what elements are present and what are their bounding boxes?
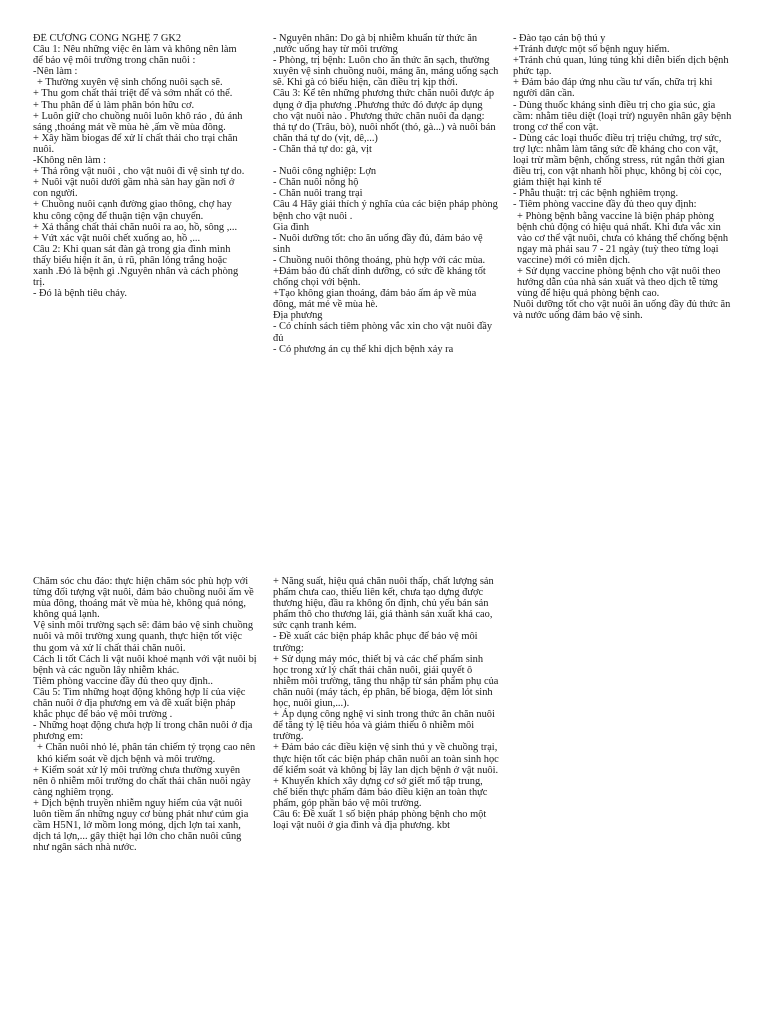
text-line: +Tránh được một số bệnh nguy hiểm. — [513, 44, 670, 56]
text-column — [273, 576, 499, 996]
text-line: ĐỀ CƯƠNG CÔNG NGHỆ 7 GK2 — [33, 33, 182, 44]
text-line: + Xây hầm biogas để xử lí chất thải cho trại chăn nuôi. — [33, 132, 238, 155]
text-line: - Chăn nuôi nông hộ — [273, 177, 359, 189]
text-line: + Sử dụng máy móc, thiết bị và các chế phẩm sinh học trong xử lý chất thải chăn nuôi, giải quyết ô nhiễm môi trường, tăng thu nhập từ sản phẩm phụ của chăn nuôi (máy tách, ép phân, bể bioga, đệm lót sinh học, nuôi giun,...). — [273, 653, 499, 710]
text-line: + Khuyến khích xây dựng cơ sở giết mổ tập trung, chế biến thực phẩm đảm bảo điều kiện an toàn thực phẩm, góp phần bảo vệ môi trường. — [273, 775, 488, 809]
text-line: Câu 6: Đề xuất 1 số biện pháp phòng bệnh cho một loại vật nuôi ở gia đình và địa phương. kbt — [273, 808, 487, 832]
text-line: - Có chính sách tiêm phòng vắc xin cho vật nuôi đầy đủ — [273, 321, 493, 344]
text-line: + Chăn nuôi nhỏ lẻ, phân tán chiếm tỷ trọng cao nên khó kiểm soát về dịch bệnh và môi trường. — [37, 742, 256, 765]
text-line: -Không nên làm : — [33, 155, 107, 167]
text-line: - Chuồng nuôi thông thoáng, phù hợp với các mùa. — [273, 254, 486, 266]
text-line: Nuôi dưỡng tốt cho vật nuôi ăn uống đầy đủ thức ăn và nước uống đảm bảo vệ sinh. — [513, 299, 731, 322]
text-line: - Dùng thuốc kháng sinh điều trị cho gia súc, gia cầm: nhằm tiêu diệt (loại trừ) nguyên nhân gây bệnh trong cơ thể con vật. — [513, 99, 732, 133]
text-line: + Đảm bảo đáp ứng nhu cầu tư vấn, chữa trị khi người dân cần. — [513, 77, 713, 100]
text-line: + Chuồng nuôi cạnh đường giao thông, chợ hay khu công cộng để thuận tiện vận chuyển. — [33, 199, 232, 222]
text-line: Vệ sinh môi trường sạch sẽ: đảm bảo vệ sinh chuồng nuôi và môi trường xung quanh, thực hiện tốt việc thu gom và xử lí chất thải chăn nuôi. — [33, 620, 254, 654]
text-line: Câu 4 Hãy giải thích ý nghĩa của các biện pháp phòng bệnh cho vật nuôi . — [273, 199, 498, 222]
text-line: Câu 2: Khi quan sát đàn gà trong gia đình mình thấy biểu hiện ít ăn, ủ rũ, phân lỏng trắng hoặc xanh .Đó là bệnh gì .Nguyên nhân và cách phòng trị. — [33, 243, 239, 289]
text-line: Địa phương — [273, 310, 323, 322]
text-line: - Đó là bệnh tiêu chảy. — [33, 288, 127, 300]
text-line: + Áp dụng công nghệ vi sinh trong thức ăn chăn nuôi để tăng tỷ lệ tiêu hóa và giảm thiểu ô nhiễm môi trường. — [273, 709, 495, 743]
text-column — [273, 33, 499, 503]
text-line: - Dùng các loại thuốc điều trị triệu chứng, trợ sức, trợ lực: nhằm làm tăng sức đề kháng cho con vật, loại trừ mầm bệnh, chống stress, rút ngắn thời gian điều trị, con vật nhanh hồi phục, không bị còi cọc, giảm thiệt hại kinh tế — [513, 132, 725, 189]
text-column — [33, 576, 257, 1024]
text-line: +Tạo không gian thoáng, đảm bảo ấm áp về mùa đông, mát mẻ về mùa hè. — [273, 288, 477, 311]
text-line: Gia đình — [273, 221, 310, 233]
text-line: + Sử dụng vaccine phòng bệnh cho vật nuôi theo hướng dẫn của nhà sản xuất và theo dịch tễ từng vùng để hiệu quả phòng bệnh cao. — [517, 265, 721, 300]
text-line: + Phòng bệnh bằng vaccine là biện pháp phòng bệnh chủ động có hiệu quả nhất. Khi đưa vắc xin vào cơ thể vật nuôi, chưa có kháng thể chống bệnh ngay mà phải sau 7 - 21 ngày (tuỳ theo từng loại vaccine) mới có miễn dịch. — [517, 210, 729, 266]
text-line: Chăm sóc chu đáo: thực hiện chăm sóc phù hợp với từng đối tượng vật nuôi, đảm bảo chuồng nuôi ấm về mùa đông, thoáng mát về mùa hè, không quá nóng, không quá lạnh. — [33, 576, 254, 621]
text-line: + Xả thẳng chất thải chăn nuôi ra ao, hồ, sông ,... — [33, 221, 238, 233]
text-line: + Thả rông vật nuôi , cho vật nuôi đi vệ sinh tự do. — [33, 166, 245, 178]
text-line: Cách li tốt Cách li vật nuôi khoẻ mạnh với vật nuôi bị bệnh và các nguồn lây nhiễm khác. — [33, 653, 257, 676]
text-line: - Đào tạo cán bộ thú y — [513, 33, 606, 44]
text-line: - Chăn thả tự do: gà, vịt — [273, 143, 372, 155]
text-line: - Nguyên nhân: Do gà bị nhiễm khuẩn từ thức ăn ,nước uống hay từ môi trường — [273, 33, 478, 56]
text-line: Câu 3: Kể tên những phương thức chăn nuôi được áp dụng ở địa phương .Phương thức đó được áp dụng cho vật nuôi nào . Phương thức chăn nuôi đa dạng: thả tự do (Trâu, bò), nuôi nhốt (thỏ, gà...) và nuôi bán chăn thả tự do (vịt, dê,...) — [273, 88, 496, 144]
text-column — [33, 33, 245, 493]
text-line: + Thu gom chất thải triệt để và sớm nhất có thể. — [33, 88, 233, 100]
text-line: - Nuôi công nghiệp: Lợn — [273, 166, 377, 178]
text-line: - Nuôi dưỡng tốt: cho ăn uống đầy đủ, đảm bảo vệ sinh — [273, 232, 483, 255]
text-column — [513, 33, 735, 493]
text-line: + Thường xuyên vệ sinh chống nuôi sạch sẽ. — [37, 77, 223, 89]
text-line: - Tiêm phòng vaccine đầy đủ theo quy định: — [513, 199, 697, 211]
text-line: - Những hoạt động chưa hợp lí trong chăn nuôi ở địa phương em: — [33, 720, 253, 743]
text-line: +Tránh chủ quan, lúng túng khi diễn biến dịch bệnh phức tạp. — [513, 55, 729, 78]
text-line: + Nuôi vật nuôi dưới gầm nhà sàn hay gần nơi ở con người. — [33, 177, 235, 200]
text-line: + Đảm bảo các điều kiện vệ sinh thú y về chuồng trại, thực hiện tốt các biện pháp chăn nuôi an toàn sinh học để kiểm soát và không bị lây lan dịch bệnh ở vật nuôi. — [273, 742, 499, 776]
text-line: - Đề xuất các biện pháp khắc phục để bảo vệ môi trường: — [273, 631, 478, 654]
text-line: - Có phương án cụ thể khi dịch bệnh xảy ra — [273, 343, 454, 355]
text-line: - Phẫu thuật: trị các bệnh nghiêm trọng. — [513, 188, 679, 200]
text-line: -Nên làm : — [33, 66, 78, 78]
text-line: + Dịch bệnh truyền nhiễm nguy hiểm của vật nuôi luôn tiềm ẩn những nguy cơ bùng phát như cúm gia cầm H5N1, lở mồm long móng, dịch lợn tai xanh, dịch tả lợn,... gây thiệt hại lớn cho chăn nuôi cũng như ngân sách nhà nước. — [33, 797, 249, 854]
text-line: Câu 5: Tìm những hoạt động không hợp lí của việc chăn nuôi ở địa phương em và đề xuất biện pháp khắc phục để bảo vệ môi trường . — [33, 686, 246, 721]
text-line: + Năng suất, hiệu quả chăn nuôi thấp, chất lượng sản phẩm chưa cao, thiếu liên kết, chưa tạo dựng được thương hiệu, đầu ra không ổn định, chủ yếu bán sản phẩm thô cho thương lái, giá thành sản xuất khá cao, sức cạnh tranh kém. — [273, 576, 494, 632]
text-line — [273, 155, 499, 166]
text-line: + Thu phân để ủ làm phân bón hữu cơ. — [33, 99, 195, 111]
text-line: Tiêm phòng vaccine đầy đủ theo quy định.. — [33, 675, 213, 687]
text-line: +Đảm bảo đủ chất dinh dưỡng, có sức đề kháng tốt chống chọi với bệnh. — [273, 265, 486, 289]
text-line: - Phòng, trị bệnh: Luôn cho ăn thức ăn sạch, thường xuyên vệ sinh chuồng nuôi, máng ăn, máng uống sạch sẽ. Khi gà có biểu hiện, cần điều trị kịp thời. — [273, 55, 499, 89]
text-line: - Chăn nuôi trang trại — [273, 188, 363, 200]
text-line: + Luôn giữ cho chuồng nuôi luôn khô ráo , đủ ánh sáng ,thoáng mát về mùa hè ,ấm về mùa đông. — [33, 110, 243, 133]
text-line: + Vứt xác vật nuôi chết xuống ao, hồ ,... — [33, 232, 201, 244]
text-line: Câu 1: Nêu những việc ên làm và không nên làm để bảo vệ môi trường trong chăn nuôi : — [33, 44, 237, 67]
text-line: + Kiểm soát xử lý môi trường chưa thường xuyên nên ô nhiễm môi trường do chất thải chăn nuôi ngày càng nghiêm trọng. — [33, 764, 251, 798]
